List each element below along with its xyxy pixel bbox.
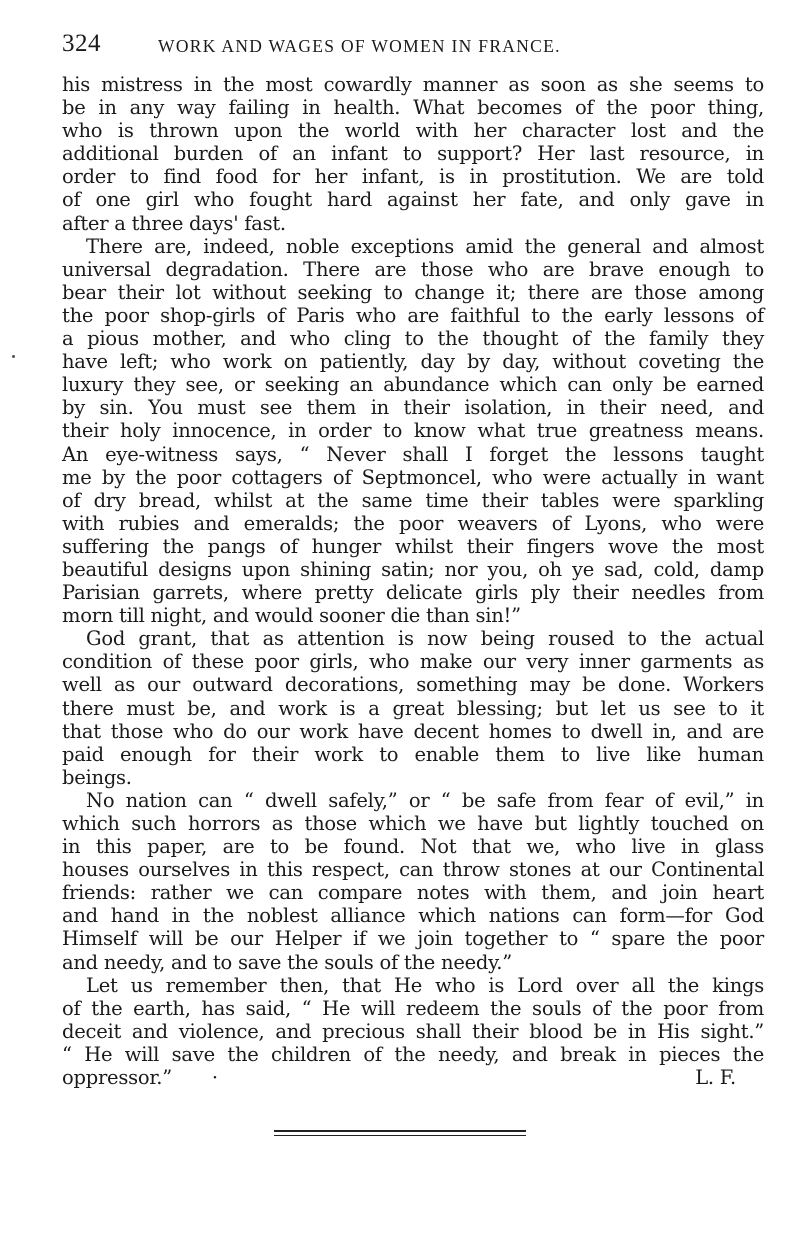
text-line: morn till night, and would sooner die than sin!” xyxy=(62,604,521,628)
text-line: additional burden of an infant to support? Her last resource, in xyxy=(62,142,764,166)
text-line: well as our outward decorations, something may be done. Workers xyxy=(62,673,764,697)
text-line: that those who do our work have decent homes to dwell in, and are xyxy=(62,719,764,743)
rule-line xyxy=(274,1130,526,1132)
text-line: his mistress in the most cowardly manner as soon as she seems to xyxy=(62,73,764,96)
text-line: condition of these poor girls, who make our very inner garments as xyxy=(62,650,764,674)
text-line: of one girl who fought hard against her fate, and only gave in xyxy=(62,188,764,212)
end-rule xyxy=(274,1130,526,1139)
text-line: who is thrown upon the world with her character lost and the xyxy=(62,119,764,143)
text-line: order to find food for her infant, is in prostitution. We are told xyxy=(62,165,764,189)
page-number: 324 xyxy=(62,30,101,57)
text-line: paid enough for their work to enable them to live like human xyxy=(62,742,764,766)
text-line: by sin. You must see them in their isolation, in their need, and xyxy=(62,396,764,420)
text-line: a pious mother, and who cling to the thought of the family they xyxy=(62,327,764,351)
text-line: and hand in the noblest alliance which nations can form—for God xyxy=(62,904,764,928)
text-line: which such horrors as those which we have but lightly touched on xyxy=(62,812,764,835)
text-line: beings. xyxy=(62,765,132,789)
text-line: their holy innocence, in order to know what true greatness means. xyxy=(62,419,764,443)
text-line: have left; who work on patiently, day by day, without coveting the xyxy=(62,350,764,374)
text-line: suffering the pangs of hunger whilst their fingers wove the most xyxy=(62,534,764,558)
text-lines xyxy=(62,73,764,1066)
text-line: God grant, that as attention is now being roused to the actual xyxy=(86,627,764,651)
text-line: be in any way failing in health. What becomes of the poor thing, xyxy=(62,96,764,120)
running-title: WORK AND WAGES OF WOMEN IN FRANCE. xyxy=(158,36,561,56)
text-line: of dry bread, whilst at the same time their tables were sparkling xyxy=(62,488,764,512)
text-line: There are, indeed, noble exceptions amid the general and almost xyxy=(86,234,764,258)
closing-line xyxy=(62,1066,764,1089)
text-line: after a three days' fast. xyxy=(62,211,286,235)
text-line: and needy, and to save the souls of the needy.” xyxy=(62,950,512,974)
text-line: luxury they see, or seeking an abundance which can only be earned xyxy=(62,373,764,397)
page-header xyxy=(62,30,762,64)
text-line: with rubies and emeralds; the poor weavers of Lyons, who were xyxy=(62,511,764,535)
text-line: Let us remember then, that He who is Lord over all the kings xyxy=(86,973,764,997)
author-signature: L. F. xyxy=(695,1066,736,1090)
text-line: An eye-witness says, “ Never shall I forget the lessons taught xyxy=(62,442,764,466)
text-line: houses ourselves in this respect, can throw stones at our Continental xyxy=(62,858,764,882)
text-line: No nation can “ dwell safely,” or “ be safe from fear of evil,” in xyxy=(86,788,764,812)
text-line: the poor shop-girls of Paris who are faithful to the early lessons of xyxy=(62,303,764,327)
margin-mark xyxy=(12,355,15,358)
text-line: Himself will be our Helper if we join together to “ spare the poor xyxy=(62,927,764,951)
text-line: bear their lot without seeking to change it; there are those among xyxy=(62,280,764,304)
text-line: friends: rather we can compare notes with them, and join heart xyxy=(62,881,764,905)
text-line: universal degradation. There are those who are brave enough to xyxy=(62,257,764,281)
body-text xyxy=(62,73,764,1089)
closing-text: oppressor.” xyxy=(62,1066,172,1090)
text-line: of the earth, has said, “ He will redeem the souls of the poor from xyxy=(62,996,764,1020)
stray-dot: · xyxy=(211,1066,218,1090)
text-line: me by the poor cottagers of Septmoncel, who were actually in want xyxy=(62,465,764,489)
text-line: “ He will save the children of the needy, and break in pieces the xyxy=(62,1042,764,1066)
text-line: beautiful designs upon shining satin; nor you, oh ye sad, cold, damp xyxy=(62,557,764,581)
text-line: there must be, and work is a great blessing; but let us see to it xyxy=(62,696,764,720)
text-line: in this paper, are to be found. Not that we, who live in glass xyxy=(62,835,764,859)
text-line: deceit and violence, and precious shall their blood be in His sight.” xyxy=(62,1019,764,1043)
closing-text-wrap xyxy=(62,1066,218,1089)
text-line: Parisian garrets, where pretty delicate girls ply their needles from xyxy=(62,581,764,605)
rule-line xyxy=(274,1135,526,1137)
